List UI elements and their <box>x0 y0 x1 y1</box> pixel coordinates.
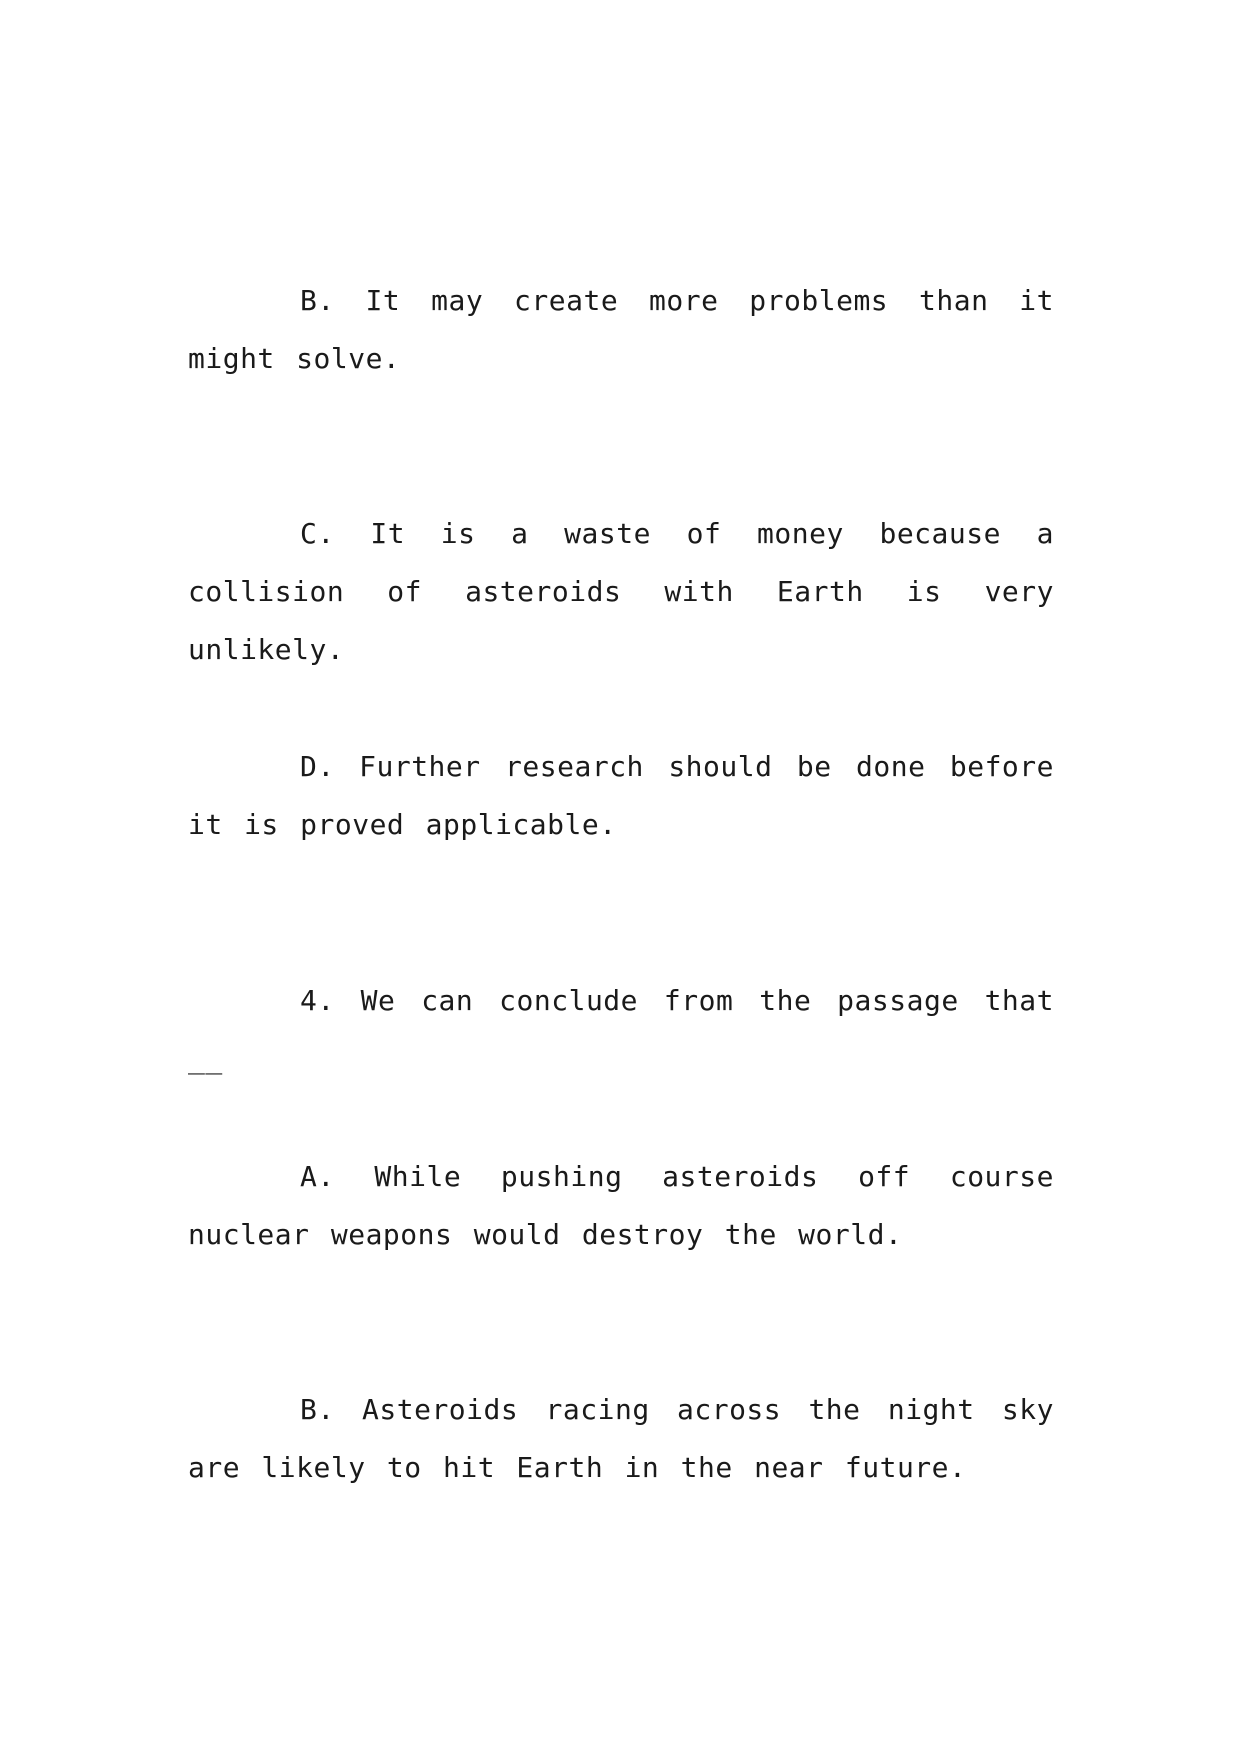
question-4-option-a-paragraph: A. While pushing asteroids off course nuclear weapons would destroy the world. <box>188 1160 1054 1251</box>
option-c-paragraph: C. It is a waste of money because a collision of asteroids with Earth is very unlikely. <box>188 517 1054 666</box>
question-4-paragraph: 4. We can conclude from the passage that __ <box>188 984 1054 1075</box>
question-4-option-b-paragraph: B. Asteroids racing across the night sky are likely to hit Earth in the near future. <box>188 1393 1054 1484</box>
option-d-paragraph: D. Further research should be done before it is proved applicable. <box>188 750 1054 841</box>
option-b-paragraph: B. It may create more problems than it might solve. <box>188 284 1054 375</box>
